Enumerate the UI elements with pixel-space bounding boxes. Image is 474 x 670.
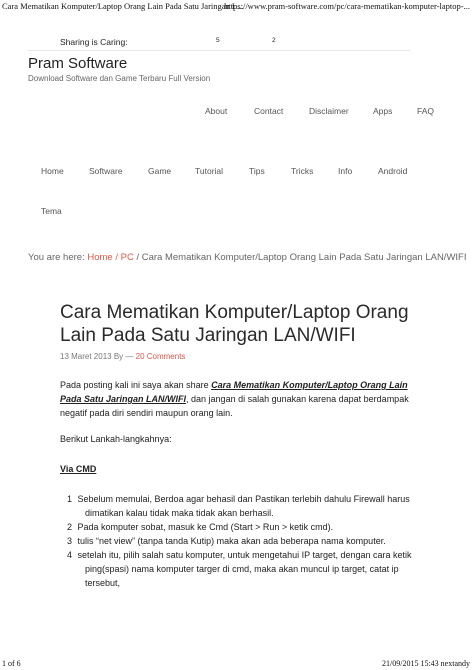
post-title: Cara Mematikan Komputer/Laptop Orang Lain Pada Satu Jaringan LAN/WIFI [60,302,409,346]
share-label: Sharing is Caring: [60,37,128,47]
main-nav-info[interactable]: Info [338,166,353,176]
main-nav-tricks[interactable]: Tricks [291,166,314,176]
breadcrumb-separator: / [136,252,140,263]
main-nav-android[interactable]: Android [378,166,408,176]
intro-text-end: , dan jangan di salah gunakan karena dapat berdampak negatif pada diri sendiri maupun orang lain. [60,394,409,418]
intro-text: Pada posting kali ini saya akan share [60,380,212,390]
page-number: 1 of 6 [2,659,21,668]
step-number: 2 [67,522,73,532]
section-heading: Via CMD [60,464,97,474]
main-nav-tema[interactable]: Tema [41,206,62,216]
site-description: Download Software dan Game Terbaru Full Version [28,74,211,83]
share-bar [28,28,410,51]
breadcrumb [28,252,467,263]
print-footer [0,658,474,670]
main-nav-home[interactable]: Home [41,166,64,176]
breadcrumb-category[interactable]: PC [120,252,134,263]
post-author-label: By — [113,352,134,361]
post-meta [60,352,185,361]
main-nav-game[interactable]: Game [148,166,172,176]
print-header-url: https://www.pram-software.com/pc/cara-mematikan-komputer-laptop-... [224,1,470,11]
breadcrumb-prefix: You are here: [28,252,85,263]
top-nav-apps[interactable]: Apps [373,106,393,116]
print-timestamp: 21/09/2015 15:43 nextandy [382,659,470,668]
post-date: 13 Maret 2013 [60,352,112,361]
intro-paragraph [60,378,420,420]
step-continuation: dimatikan kalau tidak maka tidak akan berhasil. [85,508,274,518]
step-item [60,492,420,506]
comments-link[interactable]: 20 Comments [135,352,186,361]
step-item [60,548,420,562]
top-nav-contact[interactable]: Contact [254,106,284,116]
top-nav-faq[interactable]: FAQ [417,106,435,116]
breadcrumb-home[interactable]: Home [87,252,113,263]
step-text: Pada komputer sobat, masuk ke Cmd (Start > Run > ketik cmd). [77,522,334,532]
breadcrumb-current: Cara Mematikan Komputer/Laptop Orang Lain Pada Satu Jaringan LAN/WIFI [141,252,467,263]
step-text: setelah itu, pilih salah satu komputer, untuk mengetahui IP target, dengan cara ketik [77,550,412,560]
step-item [60,520,420,534]
step-text: Sebelum memulai, Berdoa agar behasil dan Pastikan terlebih dahulu Firewall harus [77,494,410,504]
step-number: 4 [67,550,73,560]
print-header-title: Cara Mematikan Komputer/Laptop Orang Lain Pada Satu Jaringan L... [2,1,244,11]
step-continuation: ping(spasi) nama komputer targer di cmd, maka akan muncul ip target, catat ip tersebut, [85,564,399,588]
breadcrumb-separator: / [115,252,118,263]
site-title[interactable]: Pram Software [28,55,128,72]
post-body [60,378,420,590]
steps-list [60,492,420,590]
step-item [60,534,420,548]
top-nav-disclaimer[interactable]: Disclaimer [309,106,349,116]
main-nav-software[interactable]: Software [89,166,123,176]
steps-title: Berikut Lankah-langkahnya: [60,434,172,444]
main-nav-tips[interactable]: Tips [249,166,265,176]
top-nav-about[interactable]: About [205,106,228,116]
main-nav-tutorial[interactable]: Tutorial [195,166,224,176]
step-number: 3 [67,536,73,546]
step-number: 1 [67,494,73,504]
step-text: tulis “net view” (tanpa tanda Kutip) maka akan ada beberapa nama komputer. [77,536,386,546]
share-count-2[interactable]: 2 [272,37,276,44]
share-count-1[interactable]: 5 [216,37,220,44]
intro-highlight: Cara Mematikan Komputer/Laptop Orang Lain Pada Satu Jaringan LAN/WIFI [60,380,408,404]
print-header [0,0,474,12]
